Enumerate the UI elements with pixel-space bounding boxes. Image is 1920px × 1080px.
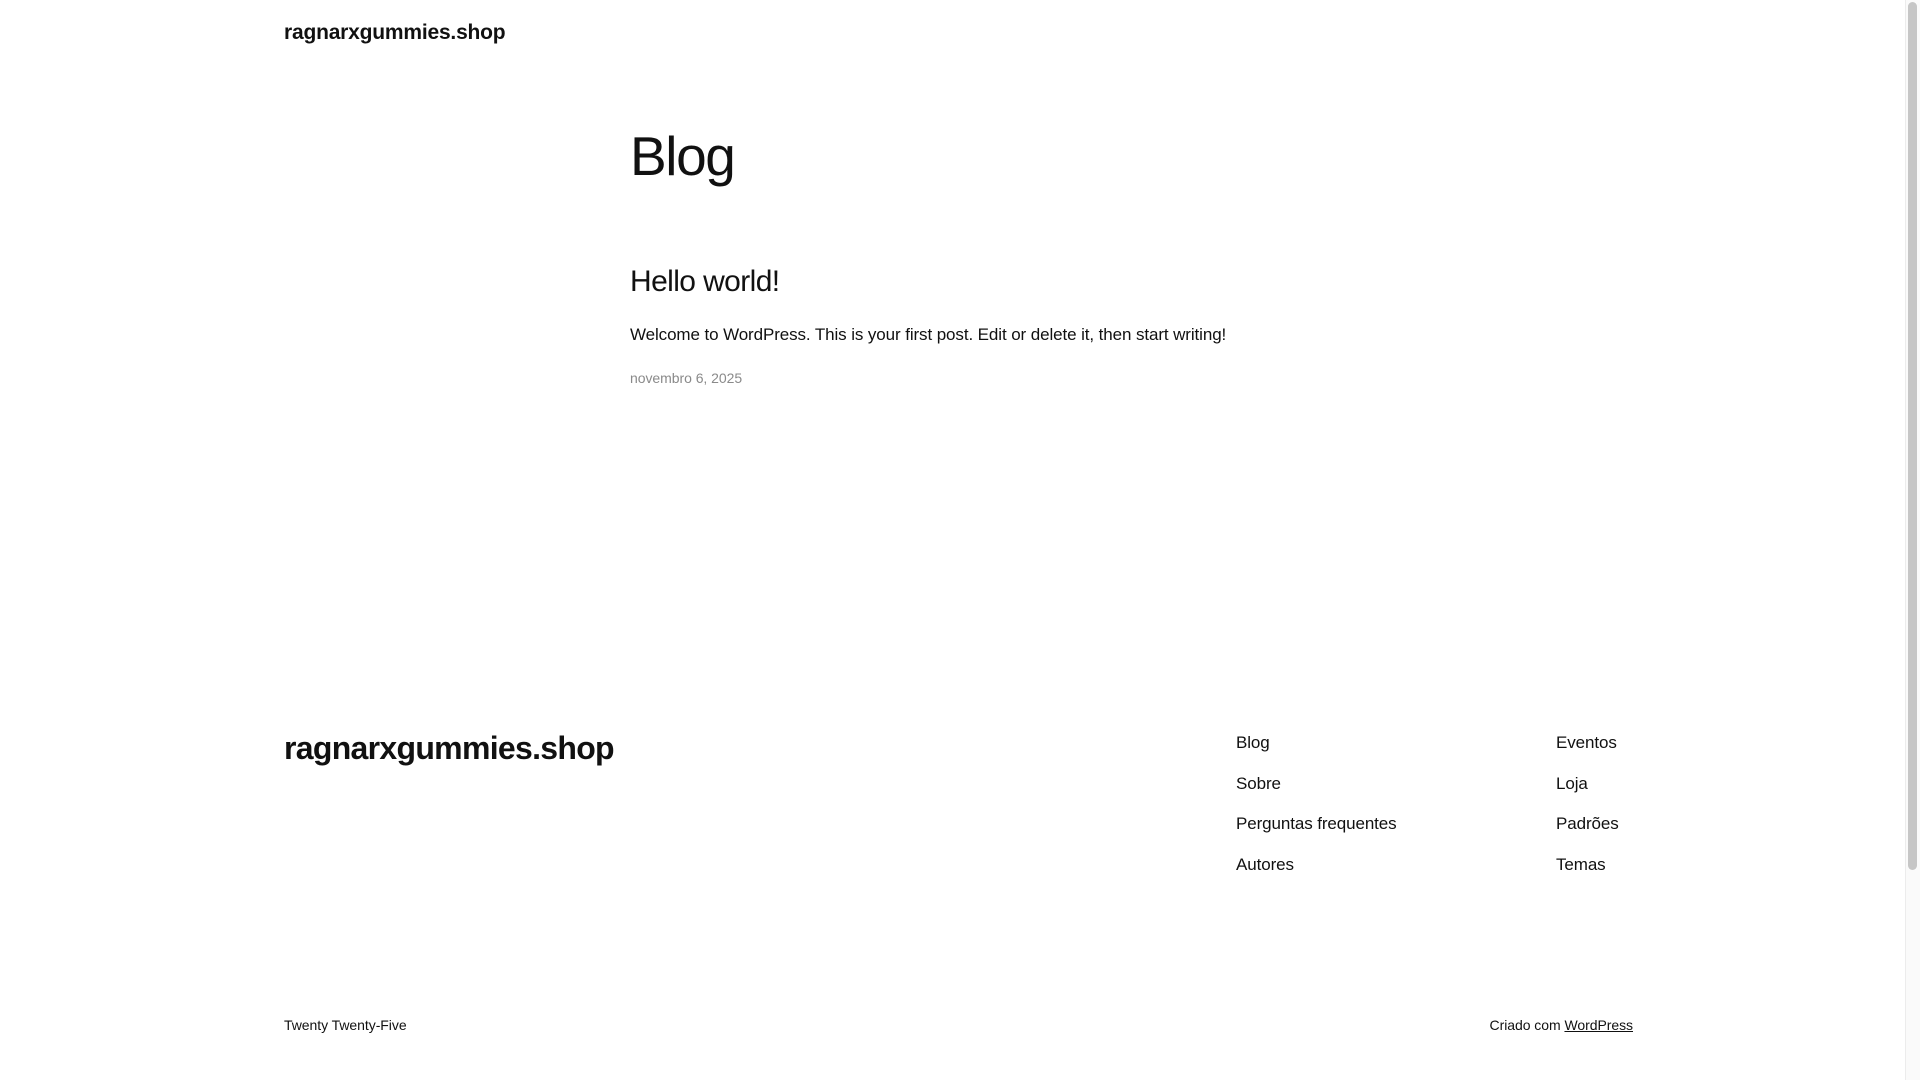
post-date: novembro 6, 2025 [630, 369, 743, 386]
page-title: Blog [630, 125, 735, 187]
footer-link-sobre[interactable]: Sobre [1236, 773, 1281, 793]
footer-link-padroes[interactable]: Padrões [1556, 814, 1619, 834]
post-title [630, 264, 1630, 300]
footer-link-autores[interactable]: Autores [1236, 855, 1294, 875]
post-list [630, 264, 1630, 426]
footer-credit [1490, 1017, 1633, 1033]
footer-link-perguntas-frequentes[interactable]: Perguntas frequentes [1236, 814, 1397, 834]
footer-nav-column-1 [1236, 734, 1556, 875]
post-excerpt: Welcome to WordPress. This is your first post. Edit or delete it, then start writing! [630, 325, 1227, 344]
site-header [0, 0, 1920, 72]
footer-navigation [1236, 734, 1876, 875]
footer-nav-column-2 [1556, 734, 1876, 875]
footer-link-temas[interactable]: Temas [1556, 855, 1606, 875]
footer-theme-name: Twenty Twenty-Five [284, 1017, 407, 1033]
footer-brand-link[interactable]: ragnarxgummies.shop [284, 730, 614, 766]
footer-bottom [0, 1017, 1920, 1057]
footer-link-eventos[interactable]: Eventos [1556, 733, 1617, 752]
footer-credit-prefix: Criado com [1489, 1017, 1565, 1033]
site-title-link[interactable]: ragnarxgummies.shop [284, 21, 506, 44]
list-item [630, 264, 1630, 386]
footer-link-blog[interactable]: Blog [1236, 733, 1270, 752]
scrollbar-thumb[interactable] [1908, 2, 1917, 870]
footer-link-loja[interactable]: Loja [1556, 773, 1588, 793]
wordpress-link[interactable]: WordPress [1564, 1017, 1633, 1033]
site-footer [0, 700, 1920, 1080]
post-title-link[interactable]: Hello world! [630, 265, 780, 298]
scrollbar[interactable] [1905, 0, 1920, 1080]
